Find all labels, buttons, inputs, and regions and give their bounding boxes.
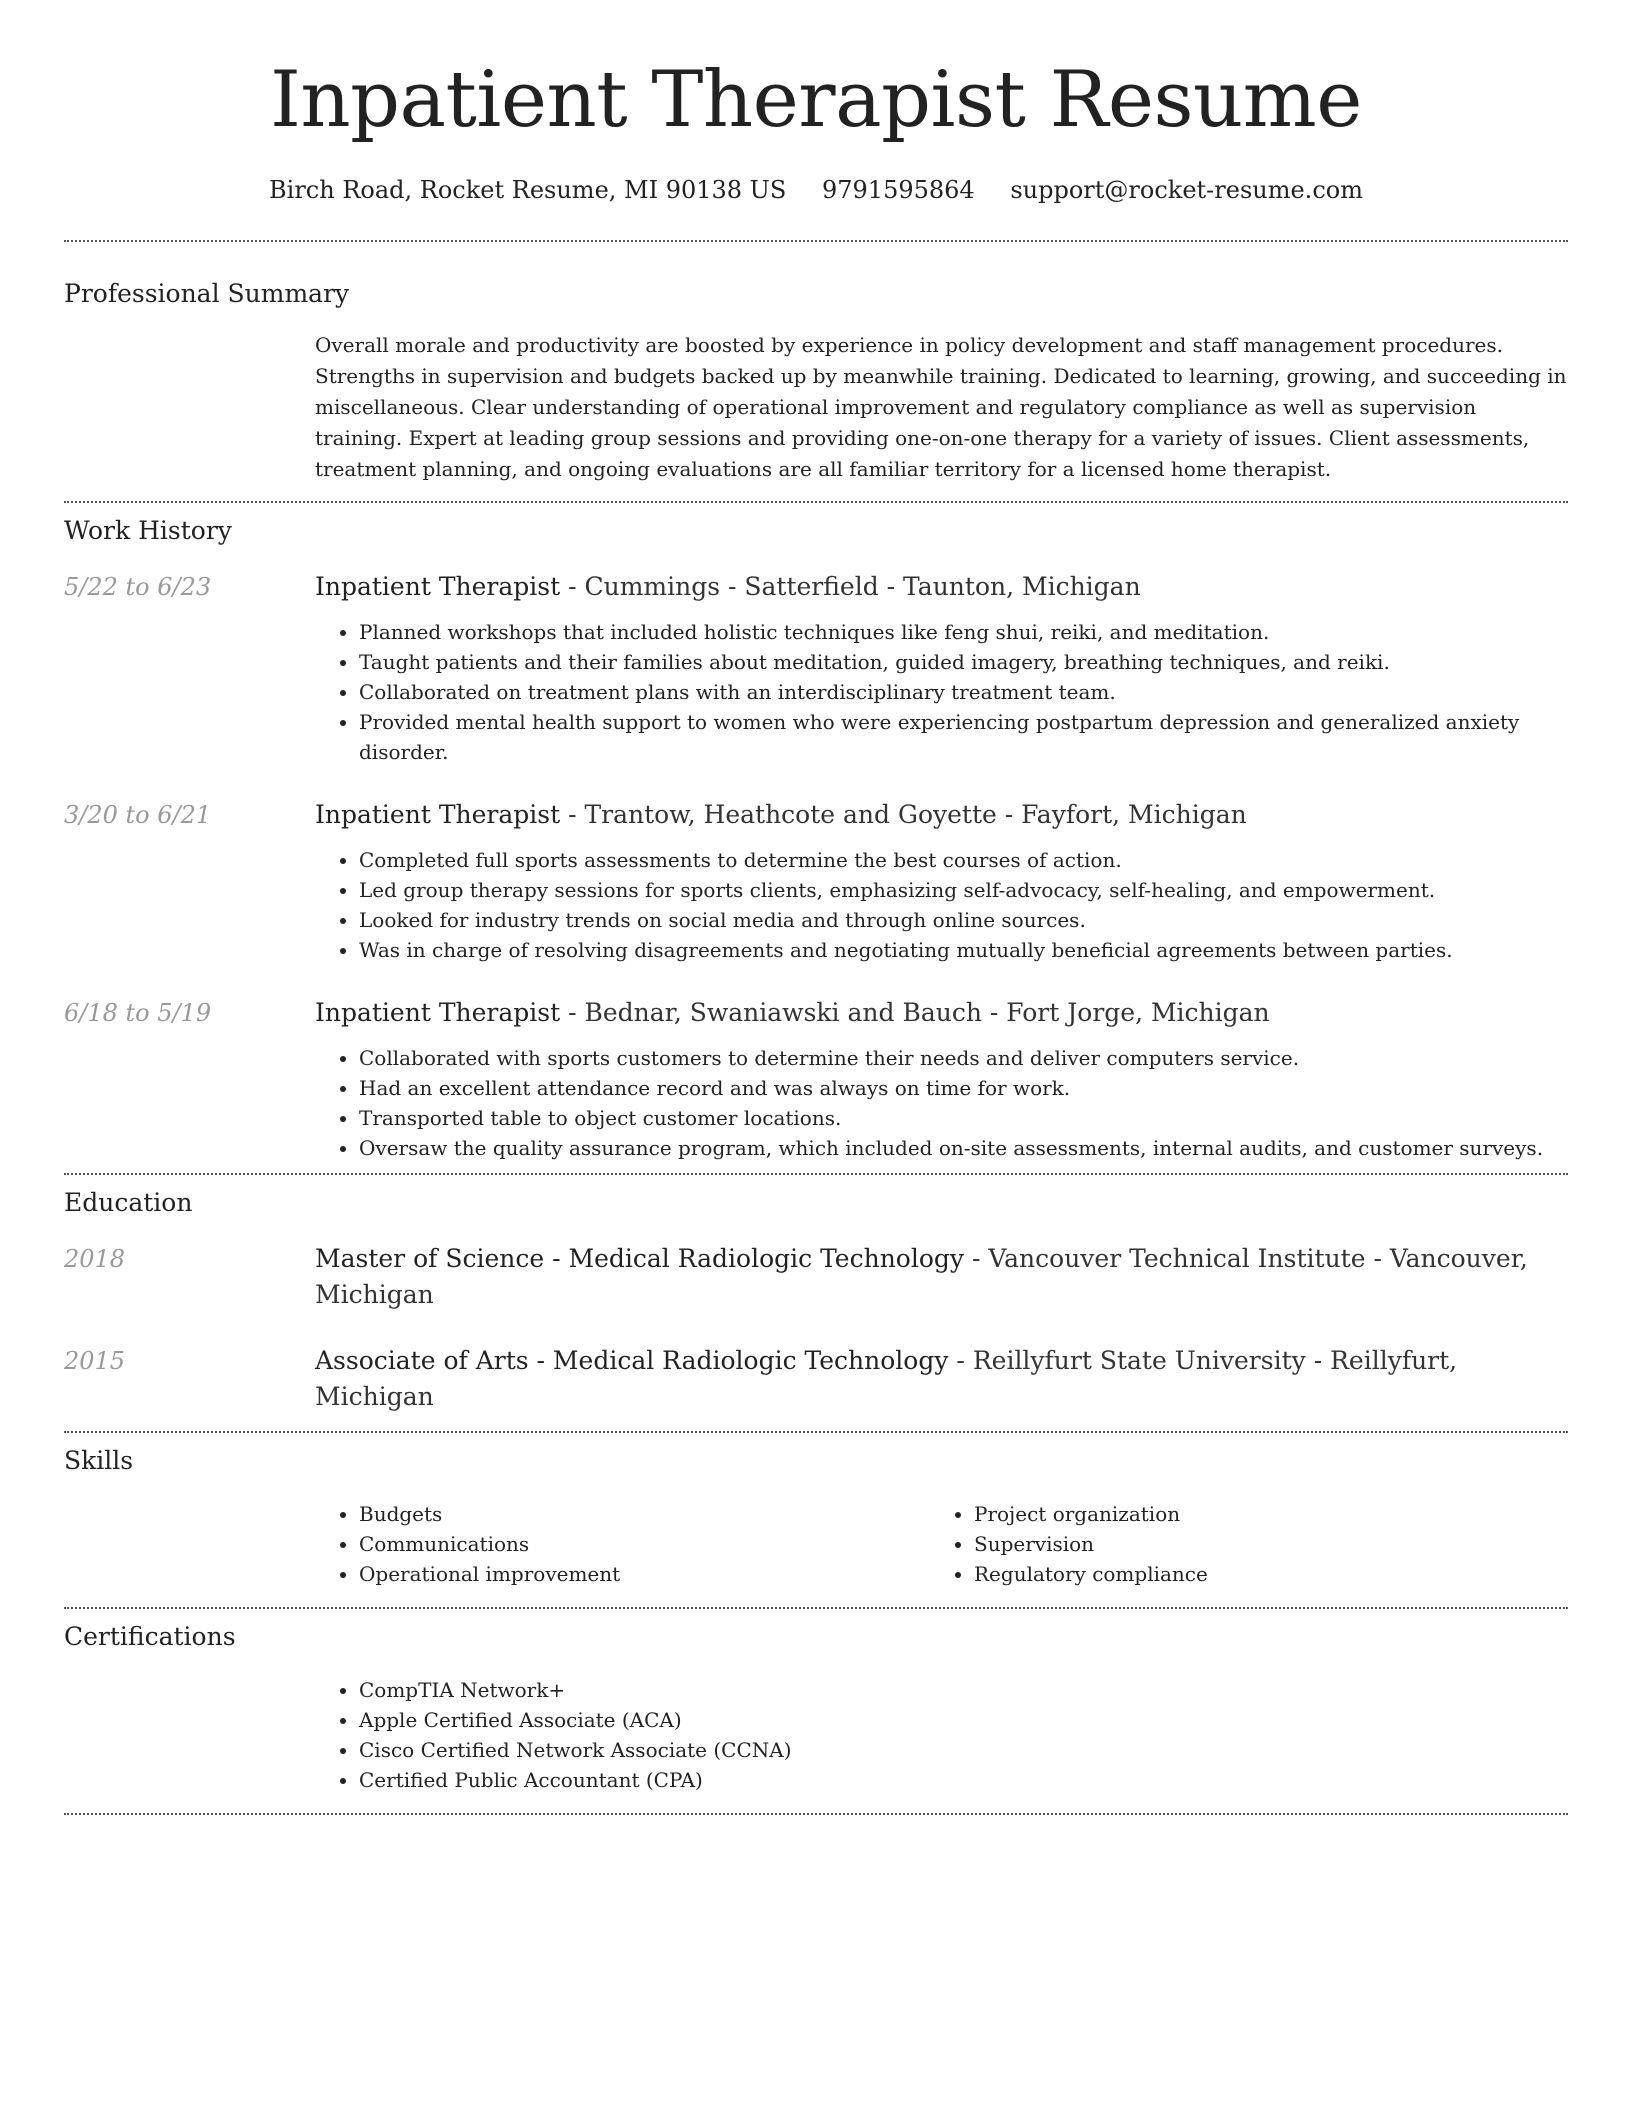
skills-section xyxy=(64,1433,1568,1589)
list-item: • Collaborated with sports customers to determine their needs and deliver computers service. xyxy=(359,1043,1568,1073)
skills-column-left xyxy=(315,1499,930,1589)
skills-heading: Skills xyxy=(64,1446,134,1475)
summary-text: Overall morale and productivity are boosted by experience in policy development and staff management procedures. Strengths in supervision and budgets backed up by meanwhile training. Dedicated to learning, growing, and succeeding in miscellaneous. Clear understanding of operational improvement and regulatory compliance as well as supervision training. Expert at leading group sessions and providing one-on-one therapy for a variety of issues. Client assessments, treatment planning, and ongoing evaluations are all familiar territory for a licensed home therapist. xyxy=(315,333,1567,481)
certifications-section xyxy=(64,1609,1568,1795)
contact-line xyxy=(64,174,1568,206)
education-year: 2018 xyxy=(64,1245,126,1273)
job-bullets xyxy=(315,1043,1568,1163)
list-item: • Communications xyxy=(359,1529,930,1559)
education-heading: Education xyxy=(64,1188,193,1217)
summary-heading: Professional Summary xyxy=(64,279,350,308)
list-item: • Provided mental health support to women who were experiencing postpartum depression and generalized anxiety disorder. xyxy=(359,707,1568,767)
certifications-heading: Certifications xyxy=(64,1622,236,1651)
list-item: • CompTIA Network+ xyxy=(359,1675,1568,1705)
resume-page xyxy=(64,0,1568,1815)
education-title xyxy=(315,1241,1568,1313)
skills-column-right xyxy=(930,1499,1545,1589)
list-item: • Oversaw the quality assurance program, which included on-site assessments, internal audits, and customer surveys. xyxy=(359,1133,1568,1163)
education-entry xyxy=(64,1241,1568,1313)
list-item: • Planned workshops that included holistic techniques like feng shui, reiki, and meditation. xyxy=(359,617,1568,647)
list-item: • Collaborated on treatment plans with an interdisciplinary treatment team. xyxy=(359,677,1568,707)
work-history-section xyxy=(64,503,1568,1163)
job-role: Inpatient Therapist xyxy=(315,800,561,829)
list-item: • Regulatory compliance xyxy=(974,1559,1545,1589)
job-bullets xyxy=(315,617,1568,767)
job-entry xyxy=(64,995,1568,1163)
contact-address: Birch Road, Rocket Resume, MI 90138 US xyxy=(269,176,787,204)
job-role: Inpatient Therapist xyxy=(315,572,561,601)
education-year: 2015 xyxy=(64,1347,126,1375)
resume-title: Inpatient Therapist Resume xyxy=(270,55,1362,145)
education-school: - Reillyfurt State University - Reillyfurt, Michigan xyxy=(315,1346,1458,1411)
list-item: • Cisco Certified Network Associate (CCNA) xyxy=(359,1735,1568,1765)
education-degree: Associate of Arts - Medical Radiologic Technology xyxy=(315,1346,949,1375)
skills-grid xyxy=(315,1499,1568,1589)
job-role: Inpatient Therapist xyxy=(315,998,561,1027)
list-item: • Supervision xyxy=(974,1529,1545,1559)
list-item: • Project organization xyxy=(974,1499,1545,1529)
certifications-list xyxy=(315,1675,1568,1795)
education-title xyxy=(315,1343,1568,1415)
list-item: • Looked for industry trends on social media and through online sources. xyxy=(359,905,1568,935)
job-title xyxy=(315,995,1568,1031)
job-dates: 3/20 to 6/21 xyxy=(64,801,212,829)
list-item: • Was in charge of resolving disagreements and negotiating mutually beneficial agreements between parties. xyxy=(359,935,1568,965)
list-item: • Apple Certified Associate (ACA) xyxy=(359,1705,1568,1735)
education-school: - Vancouver Technical Institute - Vancouver, Michigan xyxy=(315,1244,1528,1309)
job-employer: - Bednar, Swaniawski and Bauch - Fort Jorge, Michigan xyxy=(560,998,1270,1027)
job-dates: 6/18 to 5/19 xyxy=(64,999,212,1027)
job-dates: 5/22 to 6/23 xyxy=(64,573,212,601)
divider xyxy=(64,1813,1568,1815)
skills-list xyxy=(315,1499,930,1589)
job-employer: - Cummings - Satterfield - Taunton, Michigan xyxy=(560,572,1141,601)
job-entry xyxy=(64,569,1568,767)
list-item: • Certified Public Accountant (CPA) xyxy=(359,1765,1568,1795)
list-item: • Budgets xyxy=(359,1499,930,1529)
summary-section xyxy=(64,242,1568,485)
education-section xyxy=(64,1175,1568,1415)
list-item: • Had an excellent attendance record and was always on time for work. xyxy=(359,1073,1568,1103)
contact-phone: 9791595864 xyxy=(822,176,975,204)
work-history-heading: Work History xyxy=(64,516,232,545)
list-item: • Transported table to object customer locations. xyxy=(359,1103,1568,1133)
job-employer: - Trantow, Heathcote and Goyette - Fayfort, Michigan xyxy=(560,800,1247,829)
contact-email: support@rocket-resume.com xyxy=(1010,176,1363,204)
list-item: • Operational improvement xyxy=(359,1559,930,1589)
list-item: • Taught patients and their families about meditation, guided imagery, breathing techniques, and reiki. xyxy=(359,647,1568,677)
education-entry xyxy=(64,1343,1568,1415)
education-degree: Master of Science - Medical Radiologic Technology xyxy=(315,1244,965,1273)
job-title xyxy=(315,797,1568,833)
list-item: • Led group therapy sessions for sports clients, emphasizing self-advocacy, self-healing, and empowerment. xyxy=(359,875,1568,905)
skills-list xyxy=(930,1499,1545,1589)
job-bullets xyxy=(315,845,1568,965)
job-title xyxy=(315,569,1568,605)
list-item: • Completed full sports assessments to determine the best courses of action. xyxy=(359,845,1568,875)
job-entry xyxy=(64,797,1568,965)
